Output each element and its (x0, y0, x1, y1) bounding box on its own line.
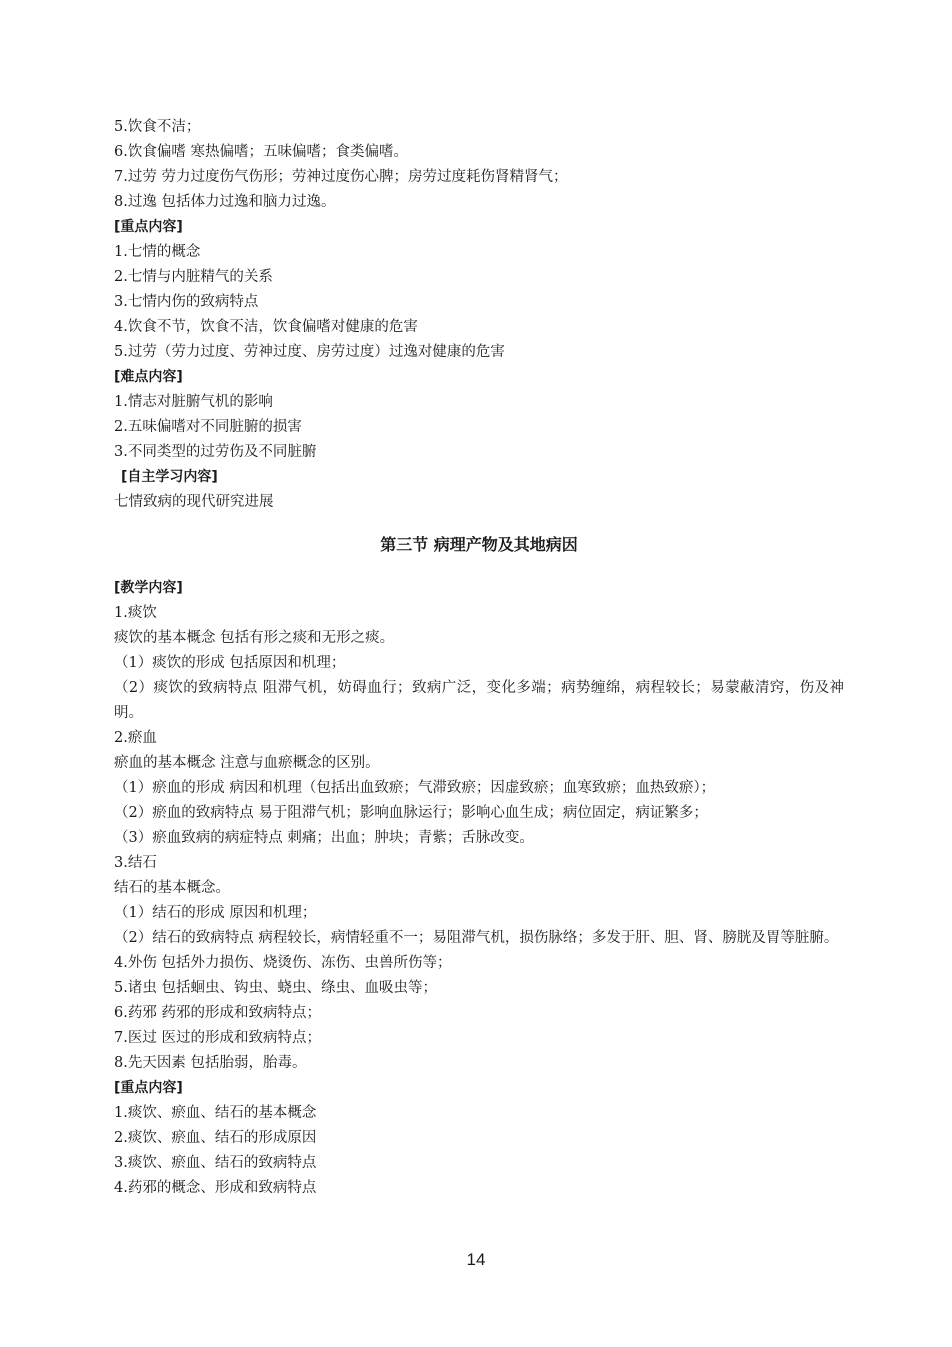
list-item: 5.过劳（劳力过度、劳神过度、房劳过度）过逸对健康的危害 (114, 344, 505, 360)
section-title: 第三节 病理产物及其地病因 (380, 535, 578, 554)
key-content-header: [重点内容] (114, 1080, 183, 1097)
list-item: 8.过逸 包括体力过逸和脑力过逸。 (114, 194, 336, 210)
self-study-header: [自主学习内容] (121, 469, 218, 485)
list-item: 4.药邪的概念、形成和致病特点 (114, 1180, 317, 1197)
list-item: 痰饮的基本概念 包括有形之痰和无形之痰。 (114, 630, 395, 647)
page-number: 14 (466, 1250, 486, 1269)
page-content (114, 115, 844, 1201)
list-item: 1.情志对脏腑气机的影响 (114, 394, 273, 410)
list-item: 1.痰饮、瘀血、结石的基本概念 (114, 1105, 317, 1122)
list-item: （1）结石的形成 原因和机理； (114, 905, 317, 922)
list-item: 7.过劳 劳力过度伤气伤形；劳神过度伤心脾；房劳过度耗伤肾精肾气； (114, 169, 568, 185)
list-item: 1.痰饮 (114, 605, 157, 622)
teaching-content-header: [教学内容] (114, 580, 183, 597)
list-item: 2.五味偏嗜对不同脏腑的损害 (114, 419, 302, 435)
list-item: （3）瘀血致病的病症特点 刺痛；出血；肿块；青紫；舌脉改变。 (114, 830, 534, 847)
list-item: 7.医过 医过的形成和致病特点； (114, 1030, 321, 1047)
list-item: 4.外伤 包括外力损伤、烧烫伤、冻伤、虫兽所伤等； (114, 955, 452, 972)
list-item: 2.痰饮、瘀血、结石的形成原因 (114, 1130, 317, 1147)
list-item: 瘀血的基本概念 注意与血瘀概念的区别。 (114, 755, 380, 772)
list-item: 5.诸虫 包括蛔虫、钩虫、蛲虫、绦虫、血吸虫等； (114, 980, 437, 997)
list-item: 3.痰饮、瘀血、结石的致病特点 (114, 1155, 317, 1172)
list-item: （1）瘀血的形成 病因和机理（包括出血致瘀；气滞致瘀；因虚致瘀；血寒致瘀；血热致瘀）； (114, 780, 716, 797)
list-item: 2.七情与内脏精气的关系 (114, 269, 273, 285)
list-item: 1.七情的概念 (114, 244, 201, 260)
list-item: 5.饮食不洁； (114, 119, 201, 135)
list-item: （1）痰饮的形成 包括原因和机理； (114, 655, 346, 672)
list-item: 结石的基本概念。 (114, 880, 230, 897)
list-item: 6.药邪 药邪的形成和致病特点； (114, 1005, 321, 1022)
list-item: （2）瘀血的致病特点 易于阻滞气机；影响血脉运行；影响心血生成；病位固定，病证繁多； (114, 805, 708, 822)
list-item: 3.不同类型的过劳伤及不同脏腑 (114, 444, 317, 460)
key-content-header: [重点内容] (114, 219, 183, 235)
list-item: 3.七情内伤的致病特点 (114, 294, 259, 310)
list-item: 4.饮食不节，饮食不洁，饮食偏嗜对健康的危害 (114, 319, 418, 335)
list-item: 七情致病的现代研究进展 (114, 494, 274, 510)
list-item: 6.饮食偏嗜 寒热偏嗜；五味偏嗜；食类偏嗜。 (114, 144, 408, 160)
list-item: （2）结石的致病特点 病程较长，病情轻重不一；易阻滞气机，损伤脉络；多发于肝、胆、肾、膀胱及胃等脏腑。 (114, 930, 839, 947)
list-item: 3.结石 (114, 855, 157, 872)
list-item: 8.先天因素 包括胎弱，胎毒。 (114, 1055, 307, 1072)
list-item: （2）痰饮的致病特点 阻滞气机，妨碍血行；致病广泛，变化多端；病势缠绵，病程较长；易蒙蔽清窍，伤及神明。 (114, 680, 844, 722)
list-item: 2.瘀血 (114, 730, 157, 747)
difficult-content-header: [难点内容] (114, 369, 183, 385)
